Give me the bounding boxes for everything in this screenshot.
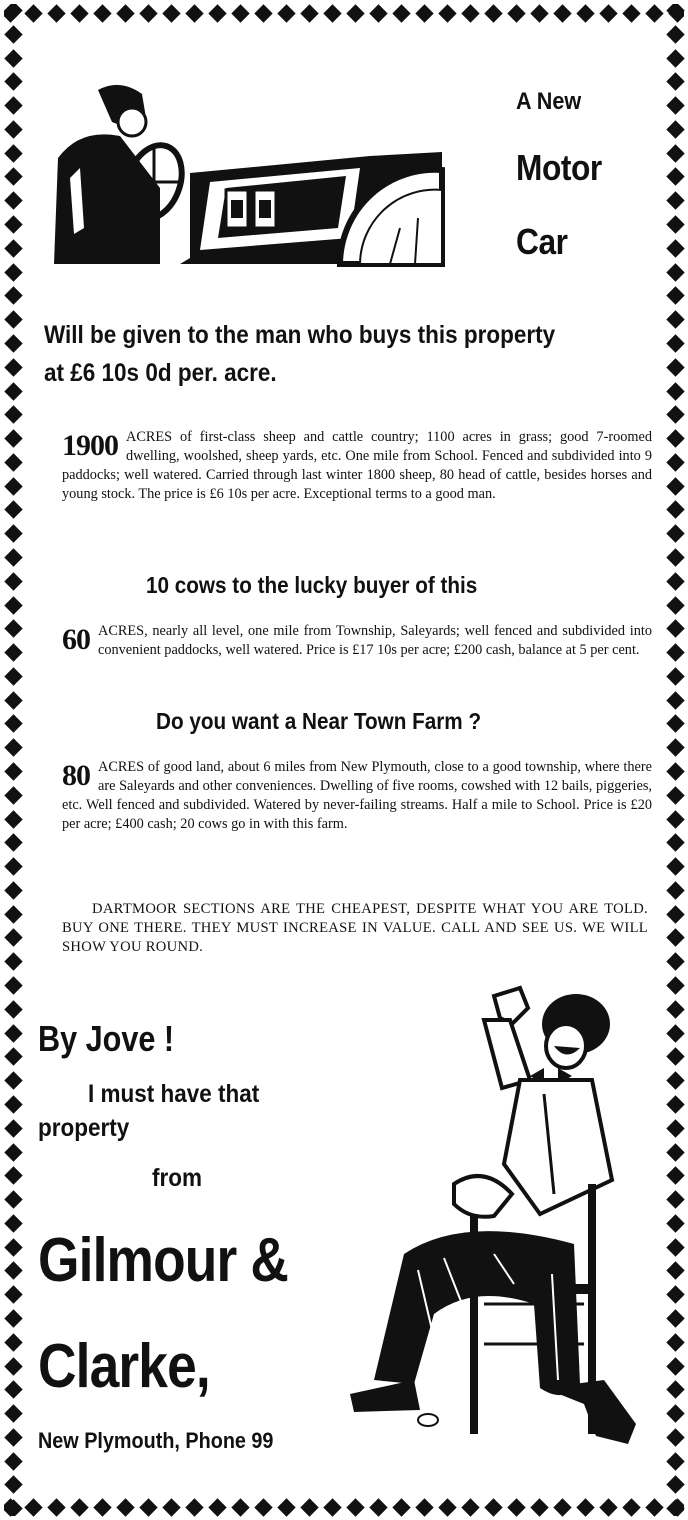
border-diamond-icon	[4, 1000, 22, 1018]
border-diamond-icon	[4, 572, 22, 590]
listing-60-acres	[62, 622, 652, 660]
border-diamond-icon	[4, 1452, 22, 1470]
border-diamond-icon	[4, 1119, 22, 1137]
border-diamond-icon	[4, 4, 22, 20]
border-diamond-icon	[666, 691, 684, 709]
border-diamond-icon	[4, 1190, 22, 1208]
border-diamond-icon	[4, 810, 22, 828]
listing-2-acres-word: ACRES,	[98, 623, 148, 639]
exclaim-by-jove: By Jove !	[38, 1018, 175, 1059]
border-diamond-icon	[666, 1309, 684, 1327]
border-diamond-icon	[666, 1214, 684, 1232]
border-diamond-icon	[139, 4, 157, 22]
border-diamond-icon	[93, 4, 111, 22]
border-diamond-icon	[622, 1498, 640, 1516]
border-diamond-icon	[4, 429, 22, 447]
border-diamond-icon	[666, 1452, 684, 1470]
border-diamond-icon	[461, 4, 479, 22]
border-diamond-icon	[666, 1381, 684, 1399]
listing-3-acres-number: 80	[62, 759, 90, 792]
border-diamond-icon	[666, 1500, 684, 1516]
firm-name-line-2: Clarke,	[38, 1332, 210, 1401]
border-diamond-icon	[4, 1214, 22, 1232]
border-diamond-icon	[530, 4, 548, 22]
border-diamond-icon	[4, 310, 22, 328]
diamond-border-bottom	[4, 1496, 684, 1518]
border-diamond-icon	[139, 1498, 157, 1516]
border-diamond-icon	[4, 1095, 22, 1113]
border-diamond-icon	[666, 358, 684, 376]
border-diamond-icon	[530, 1498, 548, 1516]
hero-line-car: Car	[516, 221, 568, 262]
border-diamond-icon	[666, 1262, 684, 1280]
border-diamond-icon	[47, 4, 65, 22]
border-diamond-icon	[666, 96, 684, 114]
border-diamond-icon	[24, 4, 42, 22]
border-diamond-icon	[231, 1498, 249, 1516]
border-diamond-icon	[254, 4, 272, 22]
diamond-border-left	[2, 4, 24, 1516]
border-diamond-icon	[666, 834, 684, 852]
border-diamond-icon	[666, 1143, 684, 1161]
border-diamond-icon	[4, 596, 22, 614]
border-diamond-icon	[666, 287, 684, 305]
border-diamond-icon	[277, 1498, 295, 1516]
border-diamond-icon	[4, 691, 22, 709]
border-diamond-icon	[4, 192, 22, 210]
border-diamond-icon	[93, 1498, 111, 1516]
border-diamond-icon	[666, 477, 684, 495]
border-diamond-icon	[666, 25, 684, 43]
border-diamond-icon	[4, 239, 22, 257]
border-diamond-icon	[666, 263, 684, 281]
border-diamond-icon	[4, 643, 22, 661]
excited-man-in-chair-illustration	[344, 984, 644, 1454]
border-diamond-icon	[484, 1498, 502, 1516]
border-diamond-icon	[666, 548, 684, 566]
border-diamond-icon	[4, 1024, 22, 1042]
border-diamond-icon	[666, 1190, 684, 1208]
border-diamond-icon	[4, 1048, 22, 1066]
border-diamond-icon	[369, 4, 387, 22]
border-diamond-icon	[4, 215, 22, 233]
border-diamond-icon	[4, 1428, 22, 1446]
border-diamond-icon	[4, 49, 22, 67]
firm-name-line-1: Gilmour &	[38, 1226, 288, 1295]
border-diamond-icon	[666, 810, 684, 828]
border-diamond-icon	[461, 1498, 479, 1516]
border-diamond-icon	[4, 477, 22, 495]
border-diamond-icon	[162, 4, 180, 22]
border-diamond-icon	[4, 382, 22, 400]
listing-80-acres	[62, 758, 652, 834]
listing-1-acres-word: ACRES	[126, 429, 173, 445]
border-diamond-icon	[666, 239, 684, 257]
border-diamond-icon	[645, 4, 663, 22]
border-diamond-icon	[666, 620, 684, 638]
listing-2-acres-number: 60	[62, 623, 90, 656]
border-diamond-icon	[666, 192, 684, 210]
border-diamond-icon	[666, 524, 684, 542]
border-diamond-icon	[392, 4, 410, 22]
border-diamond-icon	[24, 1498, 42, 1516]
border-diamond-icon	[666, 215, 684, 233]
border-diamond-icon	[70, 1498, 88, 1516]
border-diamond-icon	[666, 382, 684, 400]
border-diamond-icon	[666, 429, 684, 447]
border-diamond-icon	[4, 501, 22, 519]
border-diamond-icon	[4, 548, 22, 566]
border-diamond-icon	[185, 4, 203, 22]
border-diamond-icon	[4, 1309, 22, 1327]
border-diamond-icon	[666, 1071, 684, 1089]
border-diamond-icon	[666, 1428, 684, 1446]
border-diamond-icon	[666, 1000, 684, 1018]
border-diamond-icon	[4, 25, 22, 43]
border-diamond-icon	[116, 1498, 134, 1516]
border-diamond-icon	[4, 762, 22, 780]
border-diamond-icon	[666, 643, 684, 661]
headline-line-2: at £6 10s 0d per. acre.	[44, 359, 277, 387]
border-diamond-icon	[666, 1238, 684, 1256]
border-diamond-icon	[666, 929, 684, 947]
border-diamond-icon	[4, 120, 22, 138]
border-diamond-icon	[4, 1500, 22, 1516]
listing-3-body: of good land, about 6 miles from New Plymouth, close to a good township, where there are Saleyards and other conveniences. Dwelling of five rooms, cowshed with 12 bails, piggeries, etc. Well fenced and subdivided. Watered by never-failing streams. Half a mile to School. Price is £20 per acre; £400 cash; 20 cows go in with this farm.	[62, 759, 652, 832]
listing-3-acres-word: ACRES	[98, 759, 145, 775]
border-diamond-icon	[666, 1119, 684, 1137]
border-diamond-icon	[666, 501, 684, 519]
border-diamond-icon	[323, 1498, 341, 1516]
border-diamond-icon	[666, 905, 684, 923]
border-diamond-icon	[47, 1498, 65, 1516]
border-diamond-icon	[4, 715, 22, 733]
border-diamond-icon	[70, 4, 88, 22]
border-diamond-icon	[4, 786, 22, 804]
border-diamond-icon	[4, 524, 22, 542]
border-diamond-icon	[666, 334, 684, 352]
border-diamond-icon	[415, 4, 433, 22]
border-diamond-icon	[4, 453, 22, 471]
border-diamond-icon	[666, 953, 684, 971]
border-diamond-icon	[4, 73, 22, 91]
border-diamond-icon	[4, 168, 22, 186]
border-diamond-icon	[666, 310, 684, 328]
border-diamond-icon	[231, 4, 249, 22]
border-diamond-icon	[666, 49, 684, 67]
border-diamond-icon	[4, 1357, 22, 1375]
border-diamond-icon	[666, 1404, 684, 1422]
border-diamond-icon	[4, 334, 22, 352]
border-diamond-icon	[553, 1498, 571, 1516]
border-diamond-icon	[4, 406, 22, 424]
listing-1-body: of first-class sheep and cattle country; 1100 acres in grass; good 7-roomed dwelling, woolshed, sheep yards, etc. One mile from School. Fenced and subdivided into 9 paddocks; well watered. Carried through last winter 1800 sheep, 80 head of cattle, besides horses and young stock. The price is £6 10s per acre. Exceptional terms to a good man.	[62, 429, 652, 502]
border-diamond-icon	[666, 1476, 684, 1494]
border-diamond-icon	[392, 1498, 410, 1516]
border-diamond-icon	[666, 453, 684, 471]
border-diamond-icon	[599, 1498, 617, 1516]
border-diamond-icon	[346, 1498, 364, 1516]
border-diamond-icon	[645, 1498, 663, 1516]
firm-address-phone: New Plymouth, Phone 99	[38, 1428, 274, 1453]
listing-2-body: nearly all level, one mile from Township, Saleyards; well fenced and subdivided into convenient paddocks, well watered. Price is £17 10s per acre; £200 cash, balance at 5 per cent.	[98, 623, 652, 658]
border-diamond-icon	[666, 120, 684, 138]
headline	[44, 316, 602, 392]
border-diamond-icon	[4, 1333, 22, 1351]
border-diamond-icon	[185, 1498, 203, 1516]
border-diamond-icon	[162, 1498, 180, 1516]
border-diamond-icon	[4, 620, 22, 638]
listing-1900-acres	[62, 428, 652, 504]
border-diamond-icon	[4, 667, 22, 685]
border-diamond-icon	[666, 1357, 684, 1375]
border-diamond-icon	[666, 715, 684, 733]
border-diamond-icon	[4, 1262, 22, 1280]
border-diamond-icon	[4, 1381, 22, 1399]
must-have-line-2: property	[38, 1114, 130, 1142]
listing-1-acres-number: 1900	[62, 429, 118, 462]
border-diamond-icon	[666, 881, 684, 899]
dartmoor-notice: DARTMOOR SECTIONS ARE THE CHEAPEST, DESPITE WHAT YOU ARE TOLD. BUY ONE THERE. THEY MUST INCREASE IN VALUE. CALL AND SEE US. WE WILL SHOW YOU ROUND.	[62, 901, 648, 955]
border-diamond-icon	[277, 4, 295, 22]
border-diamond-icon	[346, 4, 364, 22]
border-diamond-icon	[4, 905, 22, 923]
border-diamond-icon	[666, 1024, 684, 1042]
from-label: from	[152, 1164, 203, 1192]
border-diamond-icon	[116, 4, 134, 22]
diamond-border-right	[664, 4, 686, 1516]
border-diamond-icon	[666, 762, 684, 780]
border-diamond-icon	[507, 1498, 525, 1516]
must-have-line-1: I must have that	[88, 1080, 260, 1108]
hero-line-motor: Motor	[516, 147, 602, 188]
border-diamond-icon	[208, 1498, 226, 1516]
border-diamond-icon	[4, 1476, 22, 1494]
border-diamond-icon	[666, 4, 684, 20]
border-diamond-icon	[438, 4, 456, 22]
border-diamond-icon	[415, 1498, 433, 1516]
border-diamond-icon	[4, 1167, 22, 1185]
border-diamond-icon	[666, 739, 684, 757]
border-diamond-icon	[4, 1285, 22, 1303]
border-diamond-icon	[4, 857, 22, 875]
border-diamond-icon	[576, 1498, 594, 1516]
subhead-near-town-farm: Do you want a Near Town Farm ?	[156, 708, 482, 734]
border-diamond-icon	[208, 4, 226, 22]
border-diamond-icon	[553, 4, 571, 22]
subhead-cows: 10 cows to the lucky buyer of this	[146, 572, 478, 598]
border-diamond-icon	[507, 4, 525, 22]
border-diamond-icon	[4, 929, 22, 947]
border-diamond-icon	[576, 4, 594, 22]
border-diamond-icon	[4, 358, 22, 376]
border-diamond-icon	[4, 953, 22, 971]
border-diamond-icon	[484, 4, 502, 22]
border-diamond-icon	[300, 1498, 318, 1516]
border-diamond-icon	[4, 144, 22, 162]
border-diamond-icon	[666, 1095, 684, 1113]
border-diamond-icon	[666, 1048, 684, 1066]
border-diamond-icon	[4, 1071, 22, 1089]
border-diamond-icon	[666, 1333, 684, 1351]
border-diamond-icon	[666, 976, 684, 994]
border-diamond-icon	[4, 287, 22, 305]
border-diamond-icon	[666, 73, 684, 91]
border-diamond-icon	[599, 4, 617, 22]
border-diamond-icon	[300, 4, 318, 22]
border-diamond-icon	[4, 1143, 22, 1161]
border-diamond-icon	[666, 786, 684, 804]
border-diamond-icon	[4, 739, 22, 757]
border-diamond-icon	[4, 1238, 22, 1256]
border-diamond-icon	[622, 4, 640, 22]
motorist-driving-car-illustration	[50, 78, 445, 270]
border-diamond-icon	[666, 596, 684, 614]
border-diamond-icon	[323, 4, 341, 22]
border-diamond-icon	[4, 976, 22, 994]
headline-line-1: Will be given to the man who buys this property	[44, 321, 556, 349]
border-diamond-icon	[369, 1498, 387, 1516]
border-diamond-icon	[666, 1167, 684, 1185]
border-diamond-icon	[666, 406, 684, 424]
border-diamond-icon	[438, 1498, 456, 1516]
border-diamond-icon	[4, 834, 22, 852]
border-diamond-icon	[666, 572, 684, 590]
border-diamond-icon	[666, 667, 684, 685]
hero-line-a-new: A New	[516, 88, 582, 115]
diamond-border-top	[4, 2, 684, 24]
border-diamond-icon	[666, 168, 684, 186]
border-diamond-icon	[4, 96, 22, 114]
border-diamond-icon	[666, 857, 684, 875]
border-diamond-icon	[666, 1285, 684, 1303]
border-diamond-icon	[4, 263, 22, 281]
border-diamond-icon	[4, 1404, 22, 1422]
border-diamond-icon	[254, 1498, 272, 1516]
border-diamond-icon	[666, 144, 684, 162]
border-diamond-icon	[4, 881, 22, 899]
